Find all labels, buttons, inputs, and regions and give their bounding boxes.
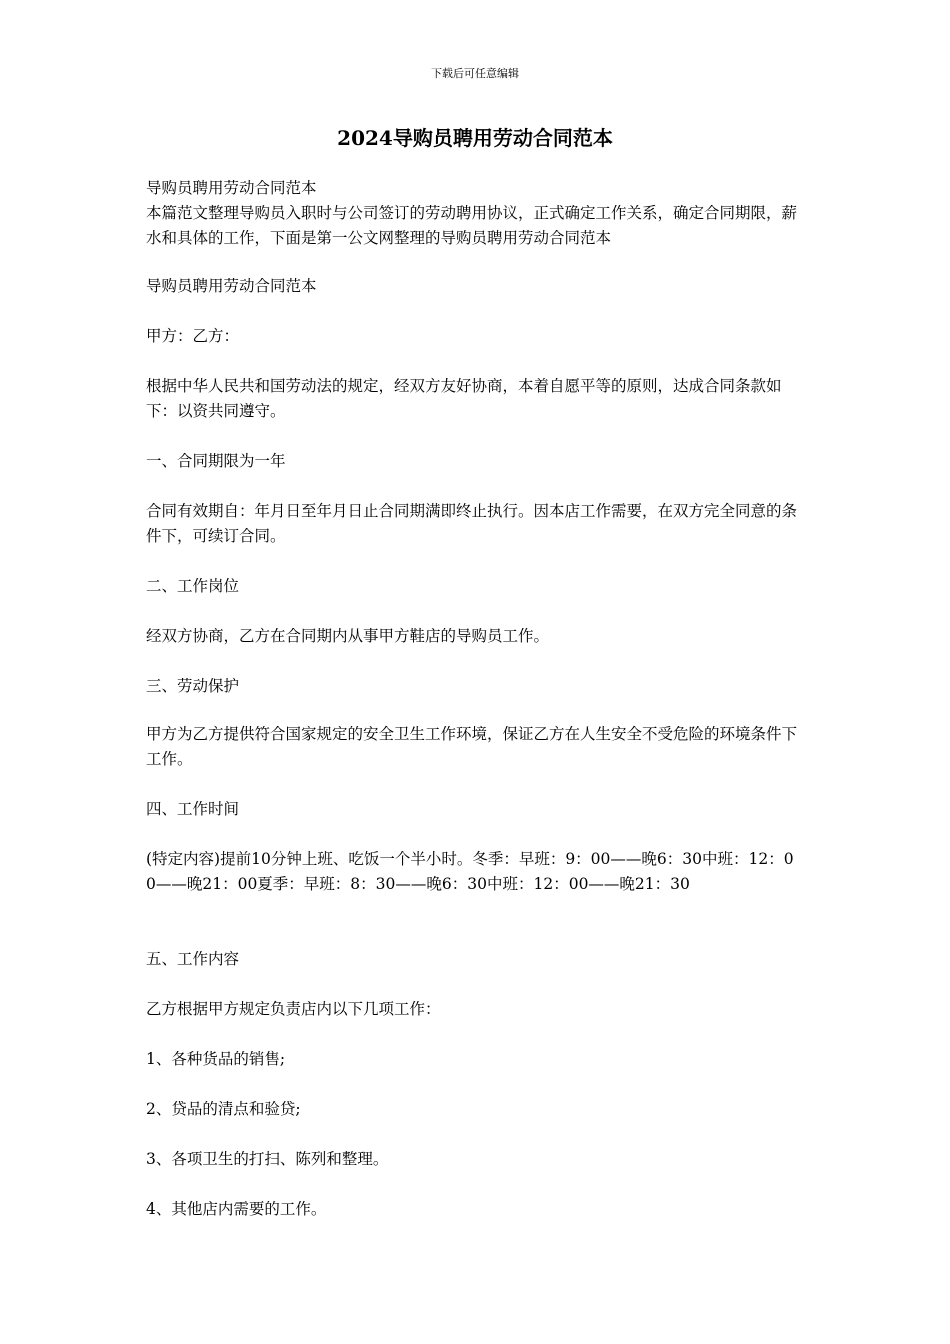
header-note: 下载后可任意编辑: [431, 67, 519, 80]
list-item-duty-4: 4、其他店内需要的工作。: [146, 1200, 327, 1218]
paragraph-preamble: 根据中华人民共和国劳动法的规定，经双方友好协商，本着自愿平等的原则，达成合同条款如下：以资共同遵守。: [146, 377, 782, 420]
paragraph-parties: 甲方：乙方：: [146, 327, 240, 345]
list-item-duty-3: 3、各项卫生的打扫、陈列和整理。: [146, 1150, 389, 1168]
document-title: 2024导购员聘用劳动合同范本: [337, 126, 613, 150]
list-item-duty-2: 2、贷品的清点和验贷;: [146, 1100, 301, 1118]
paragraph-subtitle: 导购员聘用劳动合同范本: [146, 179, 317, 197]
paragraph-intro: 本篇范文整理导购员入职时与公司签订的劳动聘用协议，正式确定工作关系，确定合同期限，薪水和具体的工作，下面是第一公文网整理的导购员聘用劳动合同范本: [146, 204, 798, 247]
paragraph-hours: (特定内容)提前10分钟上班、吃饭一个半小时。冬季：早班：9：00——晚6：30中班：12：00——晚21：00夏季：早班：8：30——晚6：30中班：12：00——晚21：30: [146, 850, 794, 893]
paragraph-duties-intro: 乙方根据甲方规定负责店内以下几项工作：: [146, 1000, 441, 1018]
paragraph-subtitle-repeat: 导购员聘用劳动合同范本: [146, 277, 317, 295]
paragraph-protection: 甲方为乙方提供符合国家规定的安全卫生工作环境，保证乙方在人生安全不受危险的环境条件下工作。: [146, 725, 798, 768]
paragraph-position: 经双方协商，乙方在合同期内从事甲方鞋店的导购员工作。: [146, 627, 550, 645]
section-heading-protection: 三、劳动保护: [146, 677, 240, 695]
section-heading-term: 一、合同期限为一年: [146, 452, 286, 470]
section-heading-position: 二、工作岗位: [146, 577, 240, 595]
paragraph-term: 合同有效期自：年月日至年月日止合同期满即终止执行。因本店工作需要，在双方完全同意的条件下，可续订合同。: [146, 502, 798, 545]
section-heading-hours: 四、工作时间: [146, 800, 240, 818]
section-heading-duties: 五、工作内容: [146, 950, 240, 968]
list-item-duty-1: 1、各种货品的销售;: [146, 1050, 286, 1068]
